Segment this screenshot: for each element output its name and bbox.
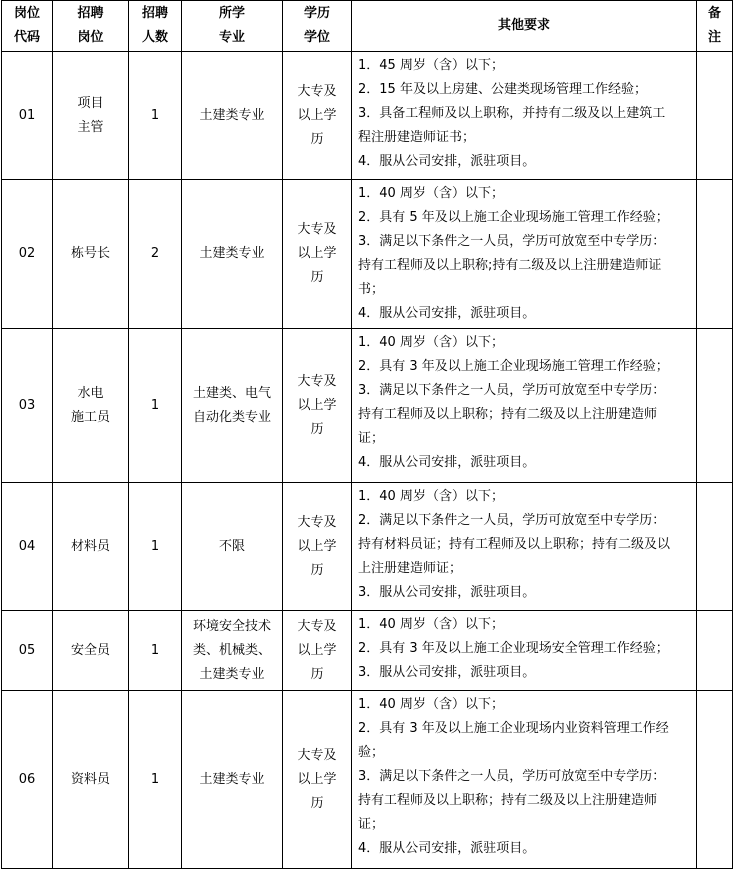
cell-count: 1 (129, 52, 182, 180)
requirement-line: 4．服从公司安排，派驻项目。 (358, 841, 536, 856)
requirement-line: 1．45 周岁（含）以下； (358, 58, 504, 73)
table-row (2, 483, 733, 611)
education-line: 历 (310, 666, 324, 682)
header-count-line: 招聘 (141, 6, 168, 21)
requirement-line: 验； (358, 745, 385, 760)
cell-code: 01 (2, 52, 53, 180)
position-line: 水电 (77, 385, 104, 401)
cell-code: 05 (2, 611, 53, 691)
cell-requirements (352, 483, 697, 611)
cell-requirements (352, 180, 697, 329)
major-line: 环境安全技术 (192, 618, 271, 634)
major-line: 土建类专业 (199, 107, 265, 123)
requirement-line: 1．40 周岁（含）以下； (358, 489, 504, 504)
header-code (2, 1, 53, 52)
education-line: 以上学 (297, 246, 337, 261)
cell-education (283, 52, 352, 180)
header-position-line: 岗位 (77, 30, 104, 45)
cell-remarks (697, 483, 733, 611)
table-row (2, 52, 733, 180)
major-line: 土建类专业 (199, 771, 265, 787)
cell-requirements (352, 329, 697, 483)
education-line: 历 (310, 421, 324, 437)
cell-position (53, 483, 129, 611)
cell-remarks (697, 691, 733, 869)
header-education-line: 学历 (303, 6, 330, 21)
requirement-line: 持有工程师及以上职称;持有二级及以上注册建造师证 (358, 258, 662, 273)
requirement-line: 2．具有 3 年及以上施工企业现场施工管理工作经验； (358, 359, 669, 374)
table-row (2, 611, 733, 691)
requirement-line: 4．服从公司安排，派驻项目。 (358, 154, 536, 169)
requirement-line: 证； (358, 817, 385, 832)
requirement-line: 2．满足以下条件之一人员，学历可放宽至中专学历： (358, 513, 666, 528)
education-line: 大专及 (297, 514, 337, 530)
cell-position (53, 329, 129, 483)
requirement-line: 证； (358, 431, 385, 446)
cell-education (283, 329, 352, 483)
cell-count: 1 (129, 483, 182, 611)
table-row (2, 180, 733, 329)
cell-position (53, 611, 129, 691)
cell-major (182, 329, 283, 483)
requirement-line: 4．服从公司安排，派驻项目。 (358, 455, 536, 470)
major-line: 土建类、电气 (192, 385, 271, 401)
recruitment-table (1, 0, 733, 869)
header-remarks-line: 注 (707, 30, 721, 45)
header-requirements: 其他要求 (352, 1, 697, 52)
header-major-line: 专业 (218, 30, 245, 45)
header-position-line: 招聘 (77, 6, 104, 21)
education-line: 历 (310, 562, 324, 578)
requirement-line: 上注册建造师证； (358, 561, 463, 576)
cell-major (182, 611, 283, 691)
cell-remarks (697, 611, 733, 691)
header-row (2, 1, 733, 52)
table-body (2, 52, 733, 869)
cell-position (53, 691, 129, 869)
cell-education (283, 691, 352, 869)
requirement-line: 持有工程师及以上职称；持有二级及以上注册建造师 (358, 793, 658, 808)
education-line: 以上学 (297, 397, 337, 413)
header-position (53, 1, 129, 52)
header-remarks-line: 备 (707, 6, 721, 21)
position-line: 主管 (77, 119, 104, 135)
cell-code: 04 (2, 483, 53, 611)
table-row (2, 329, 733, 483)
major-line: 土建类专业 (199, 666, 265, 682)
education-line: 以上学 (297, 538, 337, 554)
education-line: 历 (310, 131, 324, 147)
major-line: 类、机械类、 (192, 642, 271, 658)
requirement-line: 3．服从公司安排，派驻项目。 (358, 585, 536, 600)
education-line: 大专及 (297, 618, 337, 634)
education-line: 大专及 (297, 222, 337, 237)
cell-remarks (697, 52, 733, 180)
education-line: 以上学 (297, 771, 337, 787)
requirement-line: 3．满足以下条件之一人员，学历可放宽至中专学历： (358, 234, 666, 249)
requirement-line: 3．具备工程师及以上职称，并持有二级及以上建筑工 (358, 106, 666, 121)
requirement-line: 3．满足以下条件之一人员，学历可放宽至中专学历： (358, 383, 666, 398)
requirement-line: 持有工程师及以上职称；持有二级及以上注册建造师 (358, 407, 658, 422)
header-count-line: 人数 (141, 30, 168, 45)
position-line: 安全员 (70, 642, 110, 658)
education-line: 历 (310, 795, 324, 811)
header-code-line: 代码 (13, 30, 40, 45)
header-count (129, 1, 182, 52)
cell-major (182, 483, 283, 611)
cell-education (283, 483, 352, 611)
requirement-line: 程注册建造师证书； (358, 130, 476, 145)
requirement-line: 1．40 周岁（含）以下； (358, 186, 504, 201)
requirement-line: 2．具有 5 年及以上施工企业现场施工管理工作经验； (358, 210, 669, 225)
cell-requirements (352, 611, 697, 691)
education-line: 历 (310, 270, 324, 285)
header-major (182, 1, 283, 52)
position-line: 材料员 (70, 538, 110, 554)
header-code-line: 岗位 (13, 6, 40, 21)
requirement-line: 1．40 周岁（含）以下； (358, 697, 504, 712)
position-line: 栋号长 (70, 246, 110, 261)
cell-education (283, 180, 352, 329)
cell-count: 1 (129, 329, 182, 483)
requirement-line: 1．40 周岁（含）以下； (358, 617, 504, 632)
cell-education (283, 611, 352, 691)
requirement-line: 持有材料员证；持有工程师及以上职称；持有二级及以 (358, 537, 671, 552)
cell-major (182, 691, 283, 869)
cell-code: 03 (2, 329, 53, 483)
cell-count: 1 (129, 611, 182, 691)
cell-position (53, 180, 129, 329)
major-line: 土建类专业 (199, 246, 265, 261)
table-row (2, 691, 733, 869)
requirement-line: 2．具有 3 年及以上施工企业现场安全管理工作经验； (358, 641, 669, 656)
education-line: 以上学 (297, 107, 337, 123)
requirement-line: 书； (358, 282, 385, 297)
cell-position (53, 52, 129, 180)
cell-requirements (352, 52, 697, 180)
requirement-line: 2．具有 3 年及以上施工企业现场内业资料管理工作经 (358, 721, 669, 736)
requirement-line: 4．服从公司安排，派驻项目。 (358, 306, 536, 321)
major-line: 不限 (218, 538, 245, 554)
requirement-line: 1．40 周岁（含）以下； (358, 335, 504, 350)
header-education (283, 1, 352, 52)
header-major-line: 所学 (218, 6, 245, 21)
position-line: 资料员 (70, 771, 110, 787)
education-line: 以上学 (297, 642, 337, 658)
education-line: 大专及 (297, 747, 337, 763)
position-line: 项目 (77, 95, 104, 111)
education-line: 大专及 (297, 373, 337, 389)
cell-remarks (697, 329, 733, 483)
header-education-line: 学位 (303, 30, 330, 45)
education-line: 大专及 (297, 83, 337, 99)
cell-code: 02 (2, 180, 53, 329)
requirement-line: 3．满足以下条件之一人员，学历可放宽至中专学历： (358, 769, 666, 784)
cell-major (182, 52, 283, 180)
cell-major (182, 180, 283, 329)
major-line: 自动化类专业 (192, 409, 271, 425)
position-line: 施工员 (70, 409, 110, 425)
requirement-line: 3．服从公司安排，派驻项目。 (358, 665, 536, 680)
cell-requirements (352, 691, 697, 869)
header-remarks (697, 1, 733, 52)
cell-code: 06 (2, 691, 53, 869)
cell-count: 1 (129, 691, 182, 869)
cell-count: 2 (129, 180, 182, 329)
requirement-line: 2．15 年及以上房建、公建类现场管理工作经验； (358, 82, 647, 97)
cell-remarks (697, 180, 733, 329)
